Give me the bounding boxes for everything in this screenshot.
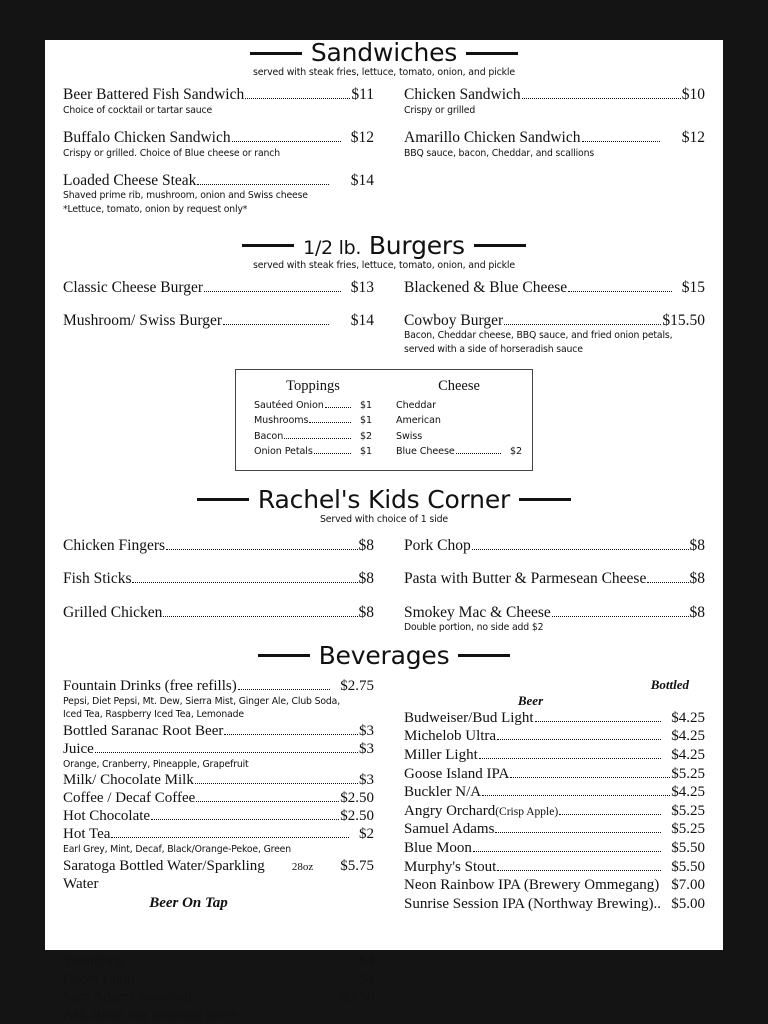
section-title: Beverages [318, 640, 450, 670]
cheese-title: Cheese [438, 377, 480, 394]
item-price: $5.75 [340, 858, 374, 875]
leader-dots [309, 422, 351, 423]
item-name: Bottled Saranac Root Beer [63, 722, 224, 739]
topping-price: $1 [359, 399, 372, 411]
item-price: $8 [358, 603, 374, 621]
header-line [61, 40, 707, 66]
item-price: $3 [359, 722, 374, 739]
item-variant: (Crisp Apple) [495, 805, 559, 818]
beer-label: Beer [517, 692, 544, 708]
item-description: BBQ sauce, bacon, Cheddar, and scallions [404, 147, 595, 159]
bottled-beer-item[interactable] [404, 858, 705, 877]
topping-row[interactable] [254, 429, 372, 445]
item-name: Fountain Drinks (free refills) [63, 677, 237, 694]
item-description-note: *Lettuce, tomato, onion by request only* [63, 203, 248, 215]
item-name: Chicken Sandwich [404, 86, 521, 104]
leader-dots [111, 837, 349, 838]
cheese-name: Blue Cheese [396, 446, 455, 458]
item-price: $8 [689, 536, 705, 554]
item-price: $4 [359, 953, 374, 970]
menu-inner [45, 38, 723, 1024]
leader-dots [224, 734, 358, 735]
leader-dots [166, 549, 357, 550]
section-header-beverages [61, 640, 707, 670]
menu-item[interactable] [404, 86, 705, 103]
item-name: Coffee / Decaf Coffee [63, 790, 196, 807]
item-name: Saratoga Bottled Water/Sparkling Water [63, 858, 265, 893]
item-name: Budweiser/Bud Light [404, 709, 534, 726]
leader-dots [95, 752, 358, 753]
leader-dots [126, 964, 349, 965]
burgers-columns [61, 279, 707, 357]
burgers-left-column [61, 279, 384, 357]
rule-right-icon [466, 52, 518, 55]
item-name: Pork Chop [404, 536, 471, 554]
leader-dots [510, 777, 670, 778]
leader-dots [197, 184, 328, 185]
section-title: Rachel's Kids Corner [257, 484, 511, 514]
kids-right-column [384, 537, 707, 635]
menu-item[interactable] [404, 537, 705, 554]
item-name: Michelob Ultra [404, 728, 497, 745]
leader-dots [163, 616, 357, 617]
leader-dots [245, 98, 350, 99]
item-description: Bacon, Cheddar cheese, BBQ sauce, and fried onion petals, [404, 330, 673, 342]
section-header-kids [61, 484, 707, 525]
item-price: $15 [681, 278, 705, 296]
item-size: 28oz [291, 861, 314, 874]
cheese-row[interactable] [396, 429, 522, 445]
cheese-name: Swiss [396, 430, 423, 442]
beverage-item[interactable] [63, 740, 374, 758]
item-name: Buckler N/A [404, 784, 482, 801]
item-name: Fish Sticks [63, 570, 132, 588]
item-price: $5.25 [671, 765, 705, 782]
item-name: Classic Cheese Burger [63, 278, 204, 296]
kids-left-column [61, 537, 384, 635]
rule-left-icon [250, 52, 302, 55]
tap-beer-item[interactable] [63, 952, 374, 970]
beer-on-tap-label: Beer On Tap [149, 895, 228, 912]
item-name: Milk/ Chocolate Milk [63, 772, 194, 789]
item-price: $14 [350, 172, 374, 190]
leader-dots [284, 438, 351, 439]
section-title [303, 230, 465, 260]
topping-row[interactable] [254, 398, 372, 414]
leader-dots [136, 982, 349, 983]
section-header-burgers [61, 230, 707, 271]
leader-dots [193, 1000, 339, 1001]
item-price: $4.25 [671, 728, 705, 745]
item-price: $12 [681, 129, 705, 147]
leader-dots [314, 453, 351, 454]
item-name: Juice [63, 740, 94, 757]
leader-dots [132, 582, 357, 583]
bottled-beer-item[interactable] [404, 820, 705, 839]
item-price: $4.25 [671, 784, 705, 801]
item-description: Choice of cocktail or tartar sauce [63, 104, 213, 116]
bottled-beer-item[interactable] [404, 746, 705, 765]
topping-name: Mushrooms [254, 415, 309, 427]
item-price: $2.75 [340, 677, 374, 694]
menu-item[interactable] [404, 604, 705, 621]
item-name: Loaded Cheese Steak [63, 172, 197, 190]
leader-dots [495, 832, 661, 833]
bottled-beer-item[interactable] [404, 895, 705, 914]
burgers-right-column [384, 279, 707, 357]
item-description: Shaved prime rib, mushroom, onion and Swiss cheese [63, 190, 308, 202]
item-name: Neon Rainbow IPA (Brewery Ommegang) [404, 877, 660, 894]
leader-dots [325, 407, 351, 408]
menu-item[interactable] [404, 279, 705, 296]
leader-dots [232, 141, 341, 142]
topping-row[interactable] [254, 413, 372, 429]
toppings-cheese-box [235, 369, 533, 471]
leader-dots [456, 453, 501, 454]
item-price: $7.00 [671, 877, 705, 894]
menu-item[interactable] [404, 129, 705, 146]
menu-item[interactable] [63, 537, 374, 554]
leader-dots [238, 689, 331, 690]
burger-weight: 1/2 lb. [303, 236, 362, 259]
cheese-name: Cheddar [396, 399, 436, 411]
leader-dots [195, 783, 358, 784]
leader-dots [223, 324, 329, 325]
leader-dots [472, 549, 689, 550]
item-name: Murphy's Stout [404, 858, 497, 875]
item-name: Smokey Mac & Cheese [404, 603, 551, 621]
topping-name: Bacon [254, 430, 284, 442]
cheese-column [384, 378, 532, 460]
item-price: $2 [359, 826, 374, 843]
menu-item[interactable] [63, 129, 374, 146]
rule-right-icon [519, 498, 571, 501]
leader-dots [504, 324, 661, 325]
beverage-item[interactable] [63, 825, 374, 843]
bottled-label: Bottled [650, 676, 689, 692]
section-header-sandwiches [61, 40, 707, 78]
menu-page [45, 38, 723, 1024]
cheese-price: $2 [509, 446, 522, 458]
leader-dots [497, 739, 661, 740]
item-price: $4 [359, 971, 374, 988]
beverages-columns [61, 677, 707, 1024]
rule-left-icon [258, 654, 310, 657]
item-price: $5.00 [671, 895, 705, 912]
topping-name: Onion Petals [254, 446, 313, 458]
item-price: $8 [358, 536, 374, 554]
item-price: $5.25 [671, 821, 705, 838]
item-price: $3 [359, 772, 374, 789]
leader-dots [535, 721, 662, 722]
menu-item[interactable] [404, 570, 705, 587]
topping-name: Sautéed Onion [254, 399, 324, 411]
item-price: $3 [359, 740, 374, 757]
leader-dots [196, 801, 339, 802]
bottled-beer-item[interactable] [404, 783, 705, 802]
item-price: $8 [358, 570, 374, 588]
kids-columns [61, 537, 707, 635]
rule-right-icon [458, 654, 510, 657]
rule-left-icon [197, 498, 249, 501]
seasonal-beer-note: Ask about our seasonal beers [63, 1007, 238, 1024]
item-description: Crispy or grilled [404, 104, 476, 116]
bottled-beer-item[interactable] [404, 727, 705, 746]
item-name: Buffalo Chicken Sandwich [63, 129, 231, 147]
menu-item[interactable] [63, 570, 374, 587]
item-name: Angry Orchard [404, 802, 496, 819]
tap-beer-item[interactable] [63, 970, 374, 988]
section-subtitle: Served with choice of 1 side [320, 513, 448, 525]
item-description: Pepsi, Diet Pepsi, Mt. Dew, Sierra Mist, Ginger Ale, Club Soda, [63, 695, 341, 707]
toppings-column [236, 378, 384, 460]
item-name: Amarillo Chicken Sandwich [404, 129, 581, 147]
extras-box-wrapper [61, 369, 707, 471]
item-name: Beer Battered Fish Sandwich [63, 86, 245, 104]
leader-dots [473, 851, 661, 852]
tap-beer-item[interactable] [63, 988, 374, 1006]
item-name: Hot Tea [63, 826, 111, 843]
rule-right-icon [474, 244, 526, 247]
leader-dots [482, 795, 670, 796]
menu-item[interactable] [404, 312, 705, 329]
item-price: $8 [689, 603, 705, 621]
section-title-text: Burgers [368, 230, 465, 260]
item-price: $5.25 [671, 802, 705, 819]
item-name: Blackened & Blue Cheese [404, 278, 568, 296]
sandwiches-columns [61, 86, 707, 216]
item-name: Sam Adams Seasonal [63, 989, 193, 1006]
leader-dots [568, 291, 672, 292]
item-name: Hot Chocolate [63, 808, 151, 825]
item-description: Double portion, no side add $2 [404, 622, 544, 634]
item-price: $8 [689, 570, 705, 588]
topping-price: $1 [359, 446, 372, 458]
leader-dots [552, 616, 689, 617]
section-subtitle: served with steak fries, lettuce, tomato, onion, and pickle [253, 259, 515, 271]
menu-item[interactable] [63, 279, 374, 296]
beverages-right-column [384, 677, 707, 1024]
item-description: Crispy or grilled. Choice of Blue cheese or ranch [63, 147, 280, 159]
item-price: $4.25 [671, 747, 705, 764]
cheese-row[interactable] [396, 413, 522, 429]
leader-dots [522, 98, 681, 99]
section-subtitle: served with steak fries, lettuce, tomato, onion, and pickle [253, 67, 515, 79]
leader-dots [559, 814, 661, 815]
leader-dots [647, 582, 688, 583]
item-price: $2.50 [340, 808, 374, 825]
leader-dots [497, 870, 661, 871]
bottled-beer-item[interactable] [404, 876, 705, 895]
item-price: $4.25 [671, 709, 705, 726]
item-name: Coors Light [63, 971, 136, 988]
rule-left-icon [242, 244, 294, 247]
item-description-note: served with a side of horseradish sauce [404, 344, 583, 356]
item-price: $5.50 [671, 858, 705, 875]
header-line [61, 484, 707, 514]
cheese-row[interactable] [396, 398, 522, 414]
item-price: $10 [681, 86, 705, 104]
cheese-name: American [396, 415, 441, 427]
beverage-item[interactable] [63, 807, 374, 825]
item-name: Blue Moon [404, 839, 472, 856]
item-price: $11 [351, 86, 374, 104]
beverage-item[interactable] [63, 677, 374, 695]
menu-item[interactable] [63, 172, 374, 189]
leader-dots [479, 758, 662, 759]
header-line [61, 640, 707, 670]
sandwiches-left-column [61, 86, 384, 216]
item-name: Cowboy Burger [404, 312, 504, 330]
topping-price: $1 [359, 415, 372, 427]
item-description-cont: Iced Tea, Raspberry Iced Tea, Lemonade [63, 709, 244, 721]
beverages-left-column [61, 677, 384, 1024]
item-price: $13 [350, 278, 374, 296]
item-price: $2.50 [340, 790, 374, 807]
cheese-row[interactable] [396, 444, 522, 460]
menu-item[interactable] [63, 312, 374, 329]
menu-item[interactable] [63, 86, 374, 103]
item-description: Earl Grey, Mint, Decaf, Black/Orange-Pekoe, Green [63, 844, 291, 856]
item-price: $14 [350, 312, 374, 330]
item-price: $15.50 [662, 312, 705, 330]
topping-price: $2 [359, 430, 372, 442]
item-name: Goose Island IPA [404, 765, 510, 782]
beverage-item[interactable] [63, 789, 374, 807]
topping-row[interactable] [254, 444, 372, 460]
sandwiches-right-column [384, 86, 707, 216]
beverage-item[interactable] [63, 771, 374, 789]
item-price: $12 [350, 129, 374, 147]
item-name: Grilled Chicken [63, 603, 163, 621]
menu-item[interactable] [63, 604, 374, 621]
header-line [61, 230, 707, 260]
bottled-beer-item[interactable] [404, 709, 705, 728]
leader-dots [204, 291, 341, 292]
item-price: $5.50 [671, 839, 705, 856]
item-name: Mushroom/ Swiss Burger [63, 312, 223, 330]
item-name: Yuengling [63, 953, 125, 970]
leader-dots [582, 141, 660, 142]
section-title: Sandwiches [310, 38, 458, 67]
bottled-beer-item[interactable] [404, 839, 705, 858]
water-item[interactable] [63, 857, 374, 893]
item-name: Samuel Adams [404, 821, 495, 838]
item-description: Orange, Cranberry, Pineapple, Grapefruit [63, 758, 249, 770]
leader-dots [151, 819, 339, 820]
item-price: $5.50 [340, 989, 374, 1006]
bottled-beer-item[interactable] [404, 765, 705, 784]
beverage-item[interactable] [63, 722, 374, 740]
item-name: Sunrise Session IPA (Northway Brewing).. [404, 895, 661, 912]
item-name: Miller Light [404, 747, 478, 764]
toppings-title: Toppings [286, 377, 340, 394]
item-name: Chicken Fingers [63, 536, 166, 554]
bottled-beer-item[interactable] [404, 802, 705, 821]
item-name: Pasta with Butter & Parmesean Cheese [404, 570, 647, 588]
